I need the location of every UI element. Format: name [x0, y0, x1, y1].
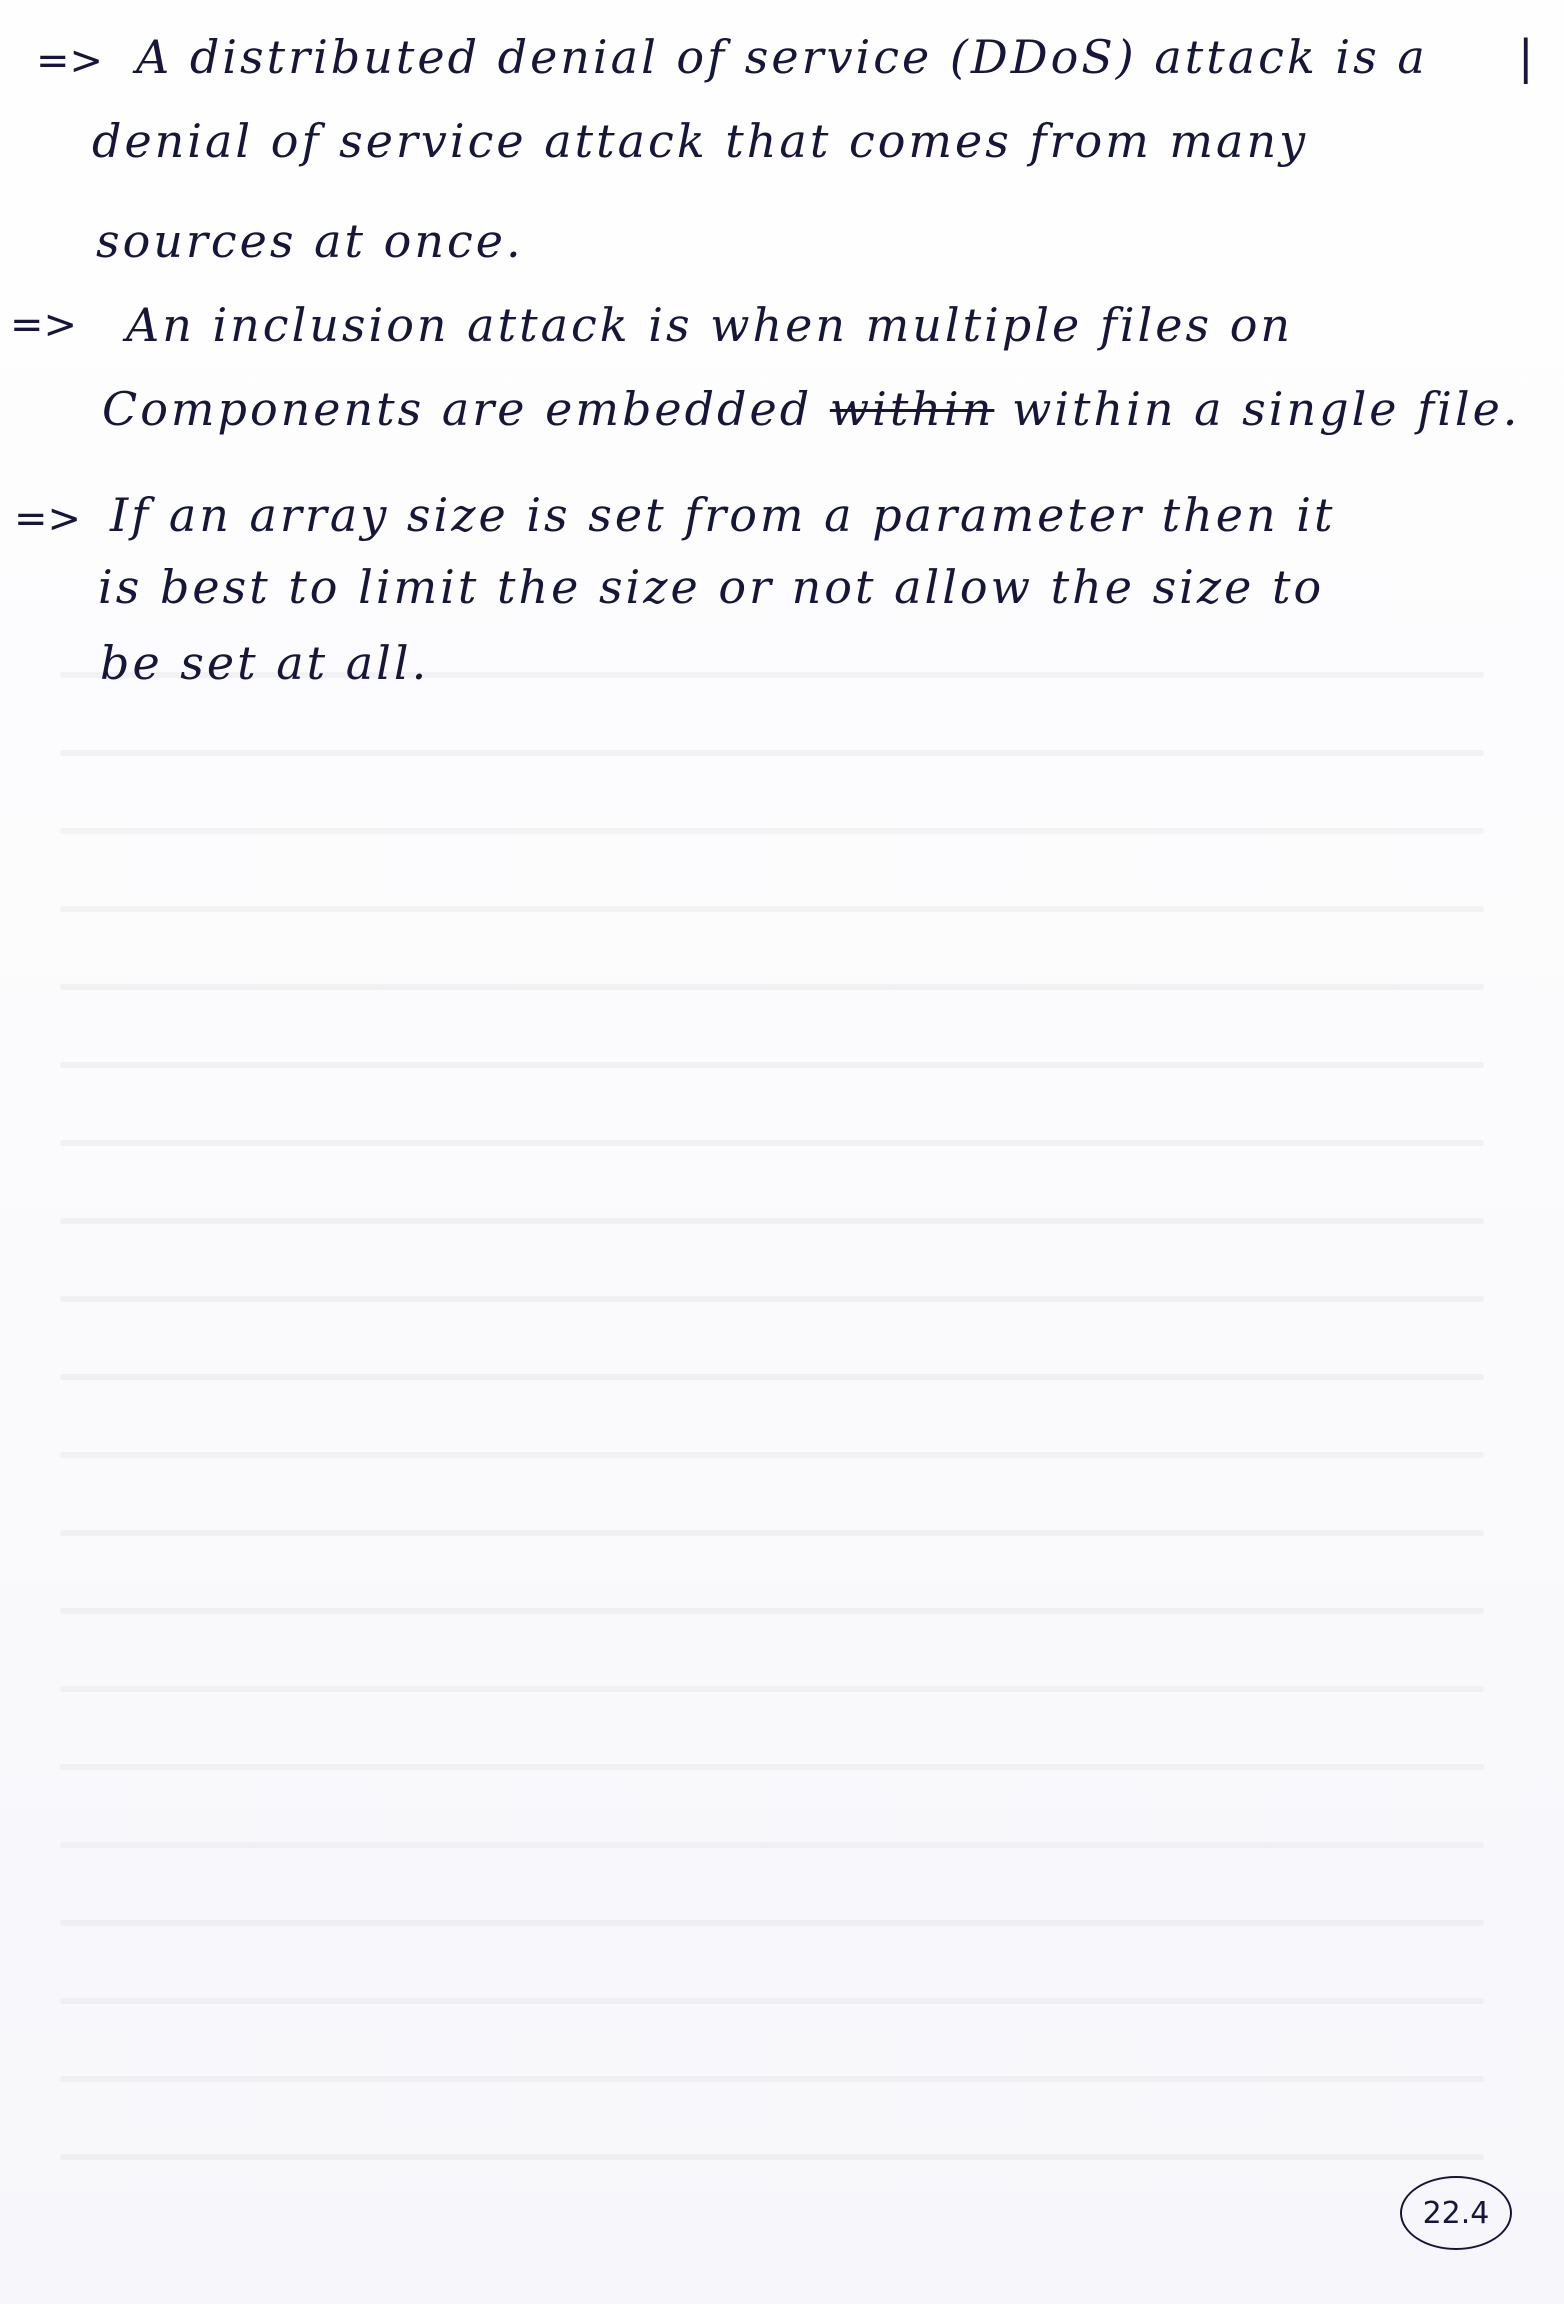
item-2-line-2 [102, 382, 1520, 436]
item-1-line-1: A distributed denial of service (DDoS) attack is a [136, 30, 1428, 84]
page-number: 22.4 [1422, 2195, 1490, 2231]
item-3-line-3: be set at all. [100, 636, 430, 690]
item-1-line-2: denial of service attack that comes from many [92, 114, 1309, 168]
item-3-line-2: is best to limit the size or not allow the size to [98, 560, 1325, 614]
bleed-through-background [0, 600, 1564, 2200]
bullet-arrow-3: => [14, 496, 82, 542]
item-1-line-3: sources at once. [96, 214, 524, 268]
item-2-line-2-text: Components are embedded [102, 382, 813, 436]
bullet-arrow-2: => [10, 302, 78, 348]
margin-mark: | [1518, 30, 1534, 84]
struck-out-word: within [829, 382, 995, 436]
page-number-circle [1400, 2176, 1512, 2250]
item-2-line-1: An inclusion attack is when multiple files on [126, 298, 1294, 352]
item-3-line-1: If an array size is set from a parameter then it [110, 488, 1336, 542]
item-2-line-2-rest: within a single file. [1011, 382, 1521, 436]
bullet-arrow-1: => [36, 38, 104, 84]
